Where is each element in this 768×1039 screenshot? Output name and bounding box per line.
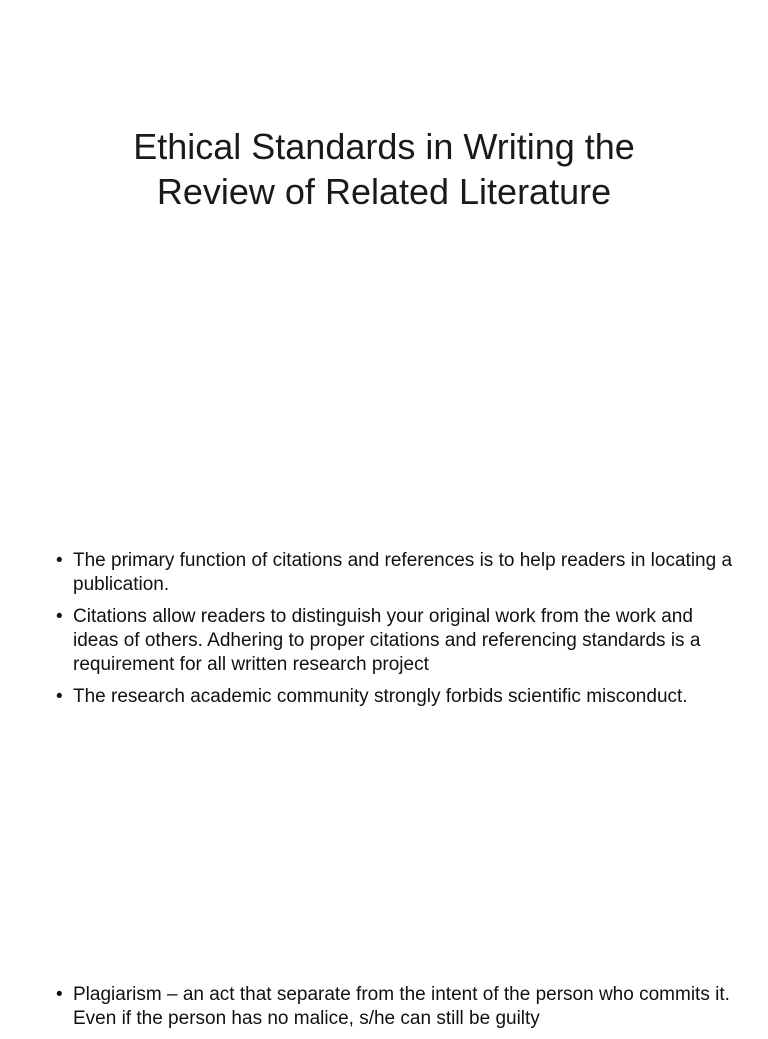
bullet-item: • The research academic community strongly forbids scientific misconduct. [56, 685, 736, 709]
bullet-item: • The primary function of citations and references is to help readers in locating a publication. [56, 549, 736, 597]
bullet-item: • Citations allow readers to distinguish your original work from the work and ideas of others. Adhering to proper citations and referencing standards is a requirement for all written research project [56, 605, 736, 677]
slide-title-line-1: Ethical Standards in Writing the [133, 126, 635, 167]
bullet-list [56, 549, 736, 717]
slide-title [40, 124, 728, 214]
slide-title-line-2: Review of Related Literature [156, 171, 612, 212]
bullet-item: • Plagiarism – an act that separate from the intent of the person who commits it. Even if the person has no malice, s/he can still be guilty [56, 983, 736, 1031]
next-slide-bullet-list [56, 983, 736, 1039]
